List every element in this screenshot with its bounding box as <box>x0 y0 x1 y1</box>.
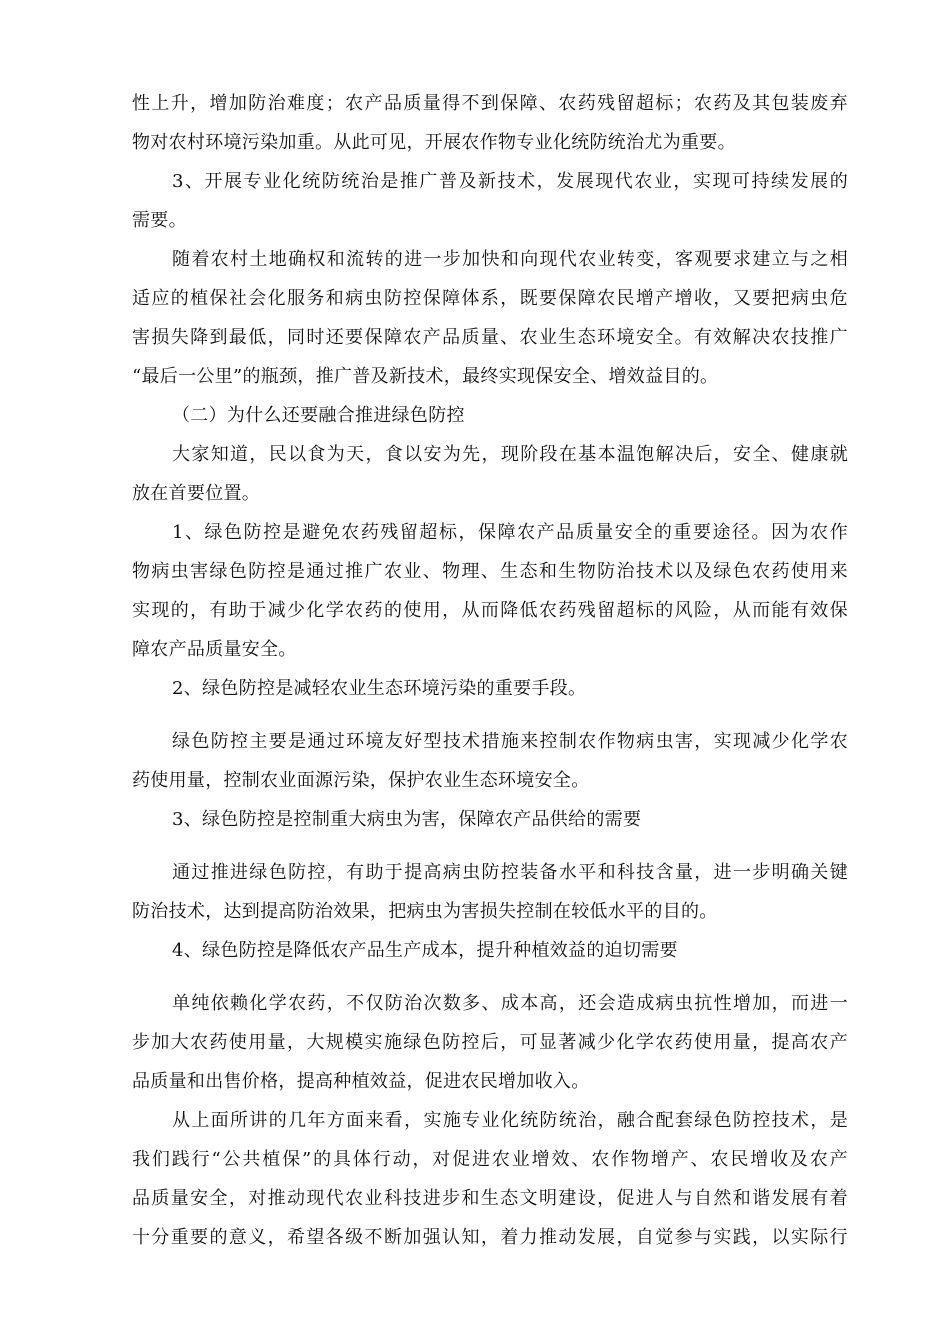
paragraph-gap <box>132 970 848 984</box>
text-line: 大家知道，民以食为天，食以安为先，现阶段在基本温饱解决后，安全、健康就 <box>172 444 848 465</box>
text-line: 放在首要位置。 <box>132 483 261 504</box>
subheading-line: 2、绿色防控是减轻农业生态环境污染的重要手段。 <box>172 678 587 699</box>
text-line: 品质量安全，对推动现代农业科技进步和生态文明建设，促进人与自然和谐发展有着 <box>132 1188 848 1209</box>
text-line: 从上面所讲的几年方面来看，实施专业化统防统治，融合配套绿色防控技术，是 <box>172 1110 848 1131</box>
text-line: 1、绿色防控是避免农药残留超标，保障农产品质量安全的重要途径。因为农作 <box>172 522 848 543</box>
text-line: 物对农村环境污染加重。从此可见，开展农作物专业化统防统治尤为重要。 <box>132 132 736 153</box>
text-line: 实现的，有助于减少化学农药的使用，从而降低农药残留超标的风险，从而能有效保 <box>132 600 848 621</box>
text-line: 防治技术，达到提高防治效果，把病虫为害损失控制在较低水平的目的。 <box>132 901 718 922</box>
document-body <box>132 84 848 1257</box>
text-line: 物病虫害绿色防控是通过推广农业、物理、生态和生物防治技术以及绿色农药使用来 <box>132 561 848 582</box>
text-line: “最后一公里”的瓶颈，推广普及新技术，最终实现保安全、增效益目的。 <box>132 366 719 387</box>
text-line: 十分重要的意义，希望各级不断加强认知，着力推动发展，自觉参与实践，以实际行 <box>132 1227 848 1248</box>
text-line: 3、开展专业化统防统治是推广普及新技术，发展现代农业，实现可持续发展的 <box>172 171 848 192</box>
text-line: 障农产品质量安全。 <box>132 639 297 660</box>
subheading-line: 4、绿色防控是降低农产品生产成本，提升种植效益的迫切需要 <box>172 940 678 961</box>
text-line: 性上升，增加防治难度；农产品质量得不到保障、农药残留超标；农药及其包装废弃 <box>132 93 848 114</box>
text-line: 我们践行“公共植保”的具体行动，对促进农业增效、农作物增产、农民增收及农产 <box>132 1149 848 1170</box>
text-line: 药使用量，控制农业面源污染，保护农业生态环境安全。 <box>132 770 590 791</box>
text-line: 单纯依赖化学农药，不仅防治次数多、成本高，还会造成病虫抗性增加，而进一 <box>172 993 848 1014</box>
paragraph-gap <box>132 708 848 722</box>
text-line: 步加大农药使用量，大规模实施绿色防控后，可显著减少化学农药使用量，提高农产 <box>132 1032 848 1053</box>
text-line: 绿色防控主要是通过环境友好型技术措施来控制农作物病虫害，实现减少化学农 <box>172 731 848 752</box>
text-line: 需要。 <box>132 210 187 231</box>
paragraph-gap <box>132 839 848 853</box>
text-line: 品质量和出售价格，提高种植效益，促进农民增加收入。 <box>132 1071 590 1092</box>
subheading-line: 3、绿色防控是控制重大病虫为害，保障农产品供给的需要 <box>172 809 642 830</box>
text-line: 通过推进绿色防控，有助于提高病虫防控装备水平和科技含量，进一步明确关键 <box>172 862 848 883</box>
section-heading: （二）为什么还要融合推进绿色防控 <box>172 405 465 426</box>
text-line: 随着农村土地确权和流转的进一步加快和向现代农业转变，客观要求建立与之相 <box>172 249 848 270</box>
text-line: 适应的植保社会化服务和病虫防控保障体系，既要保障农民增产增收，又要把病虫危 <box>132 288 848 309</box>
text-line: 害损失降到最低，同时还要保障农产品质量、农业生态环境安全。有效解决农技推广 <box>132 327 848 348</box>
